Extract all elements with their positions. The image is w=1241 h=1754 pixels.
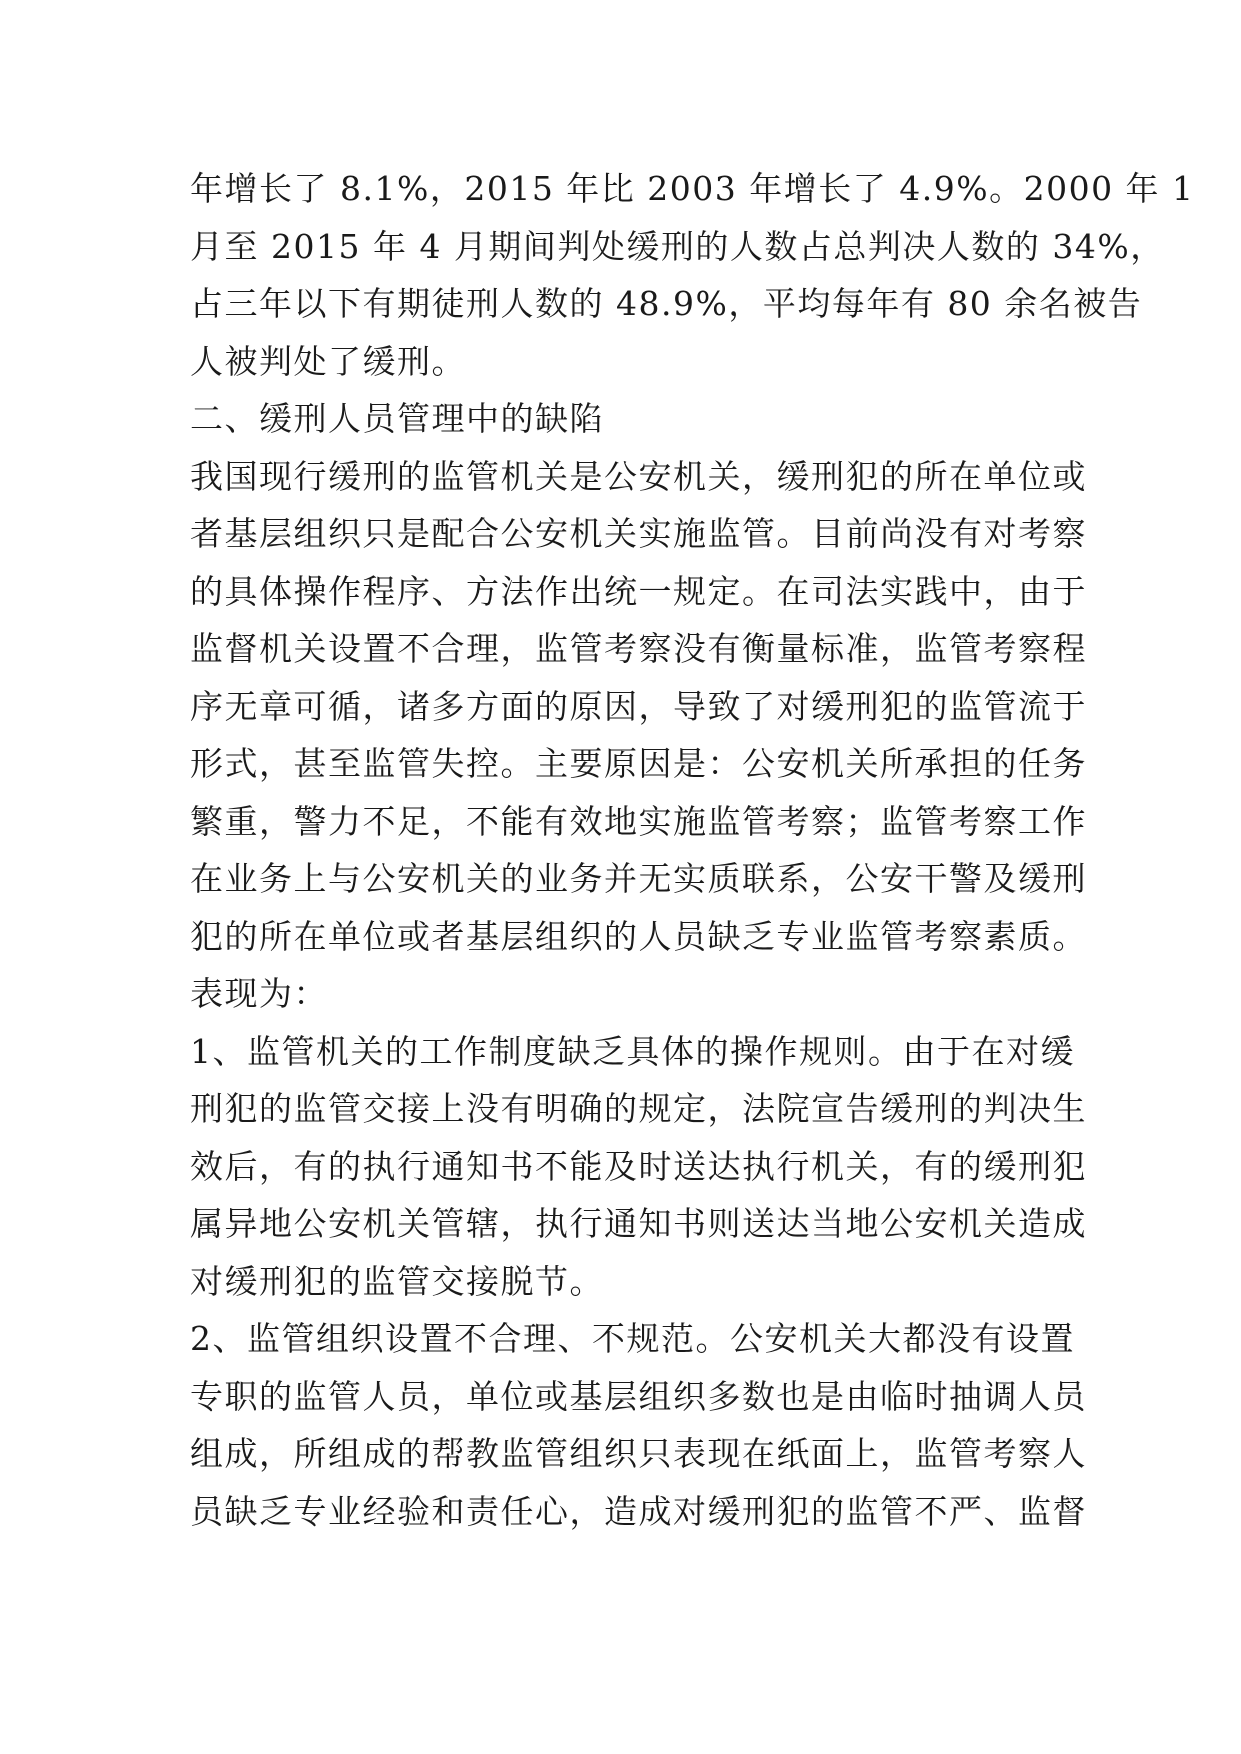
text-line: 专职的监管人员，单位或基层组织多数也是由临时抽调人员	[190, 1376, 1087, 1416]
text-line: 繁重，警力不足，不能有效地实施监管考察；监管考察工作	[190, 801, 1087, 841]
text-line: 犯的所在单位或者基层组织的人员缺乏专业监管考察素质。	[190, 916, 1087, 956]
list-item-2-line: 2、监管组织设置不合理、不规范。公安机关大都没有设置	[190, 1319, 1075, 1358]
text-line: 我国现行缓刑的监管机关是公安机关，缓刑犯的所在单位或	[190, 456, 1087, 496]
text-line: 员缺乏专业经验和责任心，造成对缓刑犯的监管不严、监督	[190, 1491, 1087, 1531]
text-line: 者基层组织只是配合公安机关实施监管。目前尚没有对考察	[190, 514, 1087, 553]
text-line: 效后，有的执行通知书不能及时送达执行机关，有的缓刑犯	[190, 1146, 1087, 1186]
text-line: 人被判处了缓刑。	[190, 341, 466, 381]
text-line: 刑犯的监管交接上没有明确的规定，法院宣告缓刑的判决生	[190, 1089, 1087, 1128]
text-line: 对缓刑犯的监管交接脱节。	[190, 1261, 604, 1301]
list-item-1-line: 1、监管机关的工作制度缺乏具体的操作规则。由于在对缓	[190, 1031, 1075, 1071]
text-line: 组成，所组成的帮教监管组织只表现在纸面上，监管考察人	[190, 1434, 1087, 1473]
text-line: 表现为：	[190, 974, 328, 1013]
text-line: 的具体操作程序、方法作出统一规定。在司法实践中，由于	[190, 571, 1087, 611]
text-line: 在业务上与公安机关的业务并无实质联系，公安干警及缓刑	[190, 859, 1087, 898]
text-line: 形式，甚至监管失控。主要原因是：公安机关所承担的任务	[190, 744, 1087, 783]
text-line: 月至 2015 年 4 月期间判处缓刑的人数占总判决人数的 34%，	[190, 226, 1165, 266]
text-line: 序无章可循，诸多方面的原因，导致了对缓刑犯的监管流于	[190, 686, 1087, 726]
section-heading: 二、缓刑人员管理中的缺陷	[190, 399, 604, 438]
text-line: 属异地公安机关管辖，执行通知书则送达当地公安机关造成	[190, 1204, 1087, 1243]
body-text	[190, 160, 1195, 1540]
text-line: 监督机关设置不合理，监管考察没有衡量标准，监管考察程	[190, 629, 1087, 668]
text-line: 占三年以下有期徒刑人数的 48.9%，平均每年有 80 余名被告	[190, 284, 1143, 323]
text-line: 年增长了 8.1%，2015 年比 2003 年增长了 4.9%。2000 年 1	[190, 169, 1195, 208]
